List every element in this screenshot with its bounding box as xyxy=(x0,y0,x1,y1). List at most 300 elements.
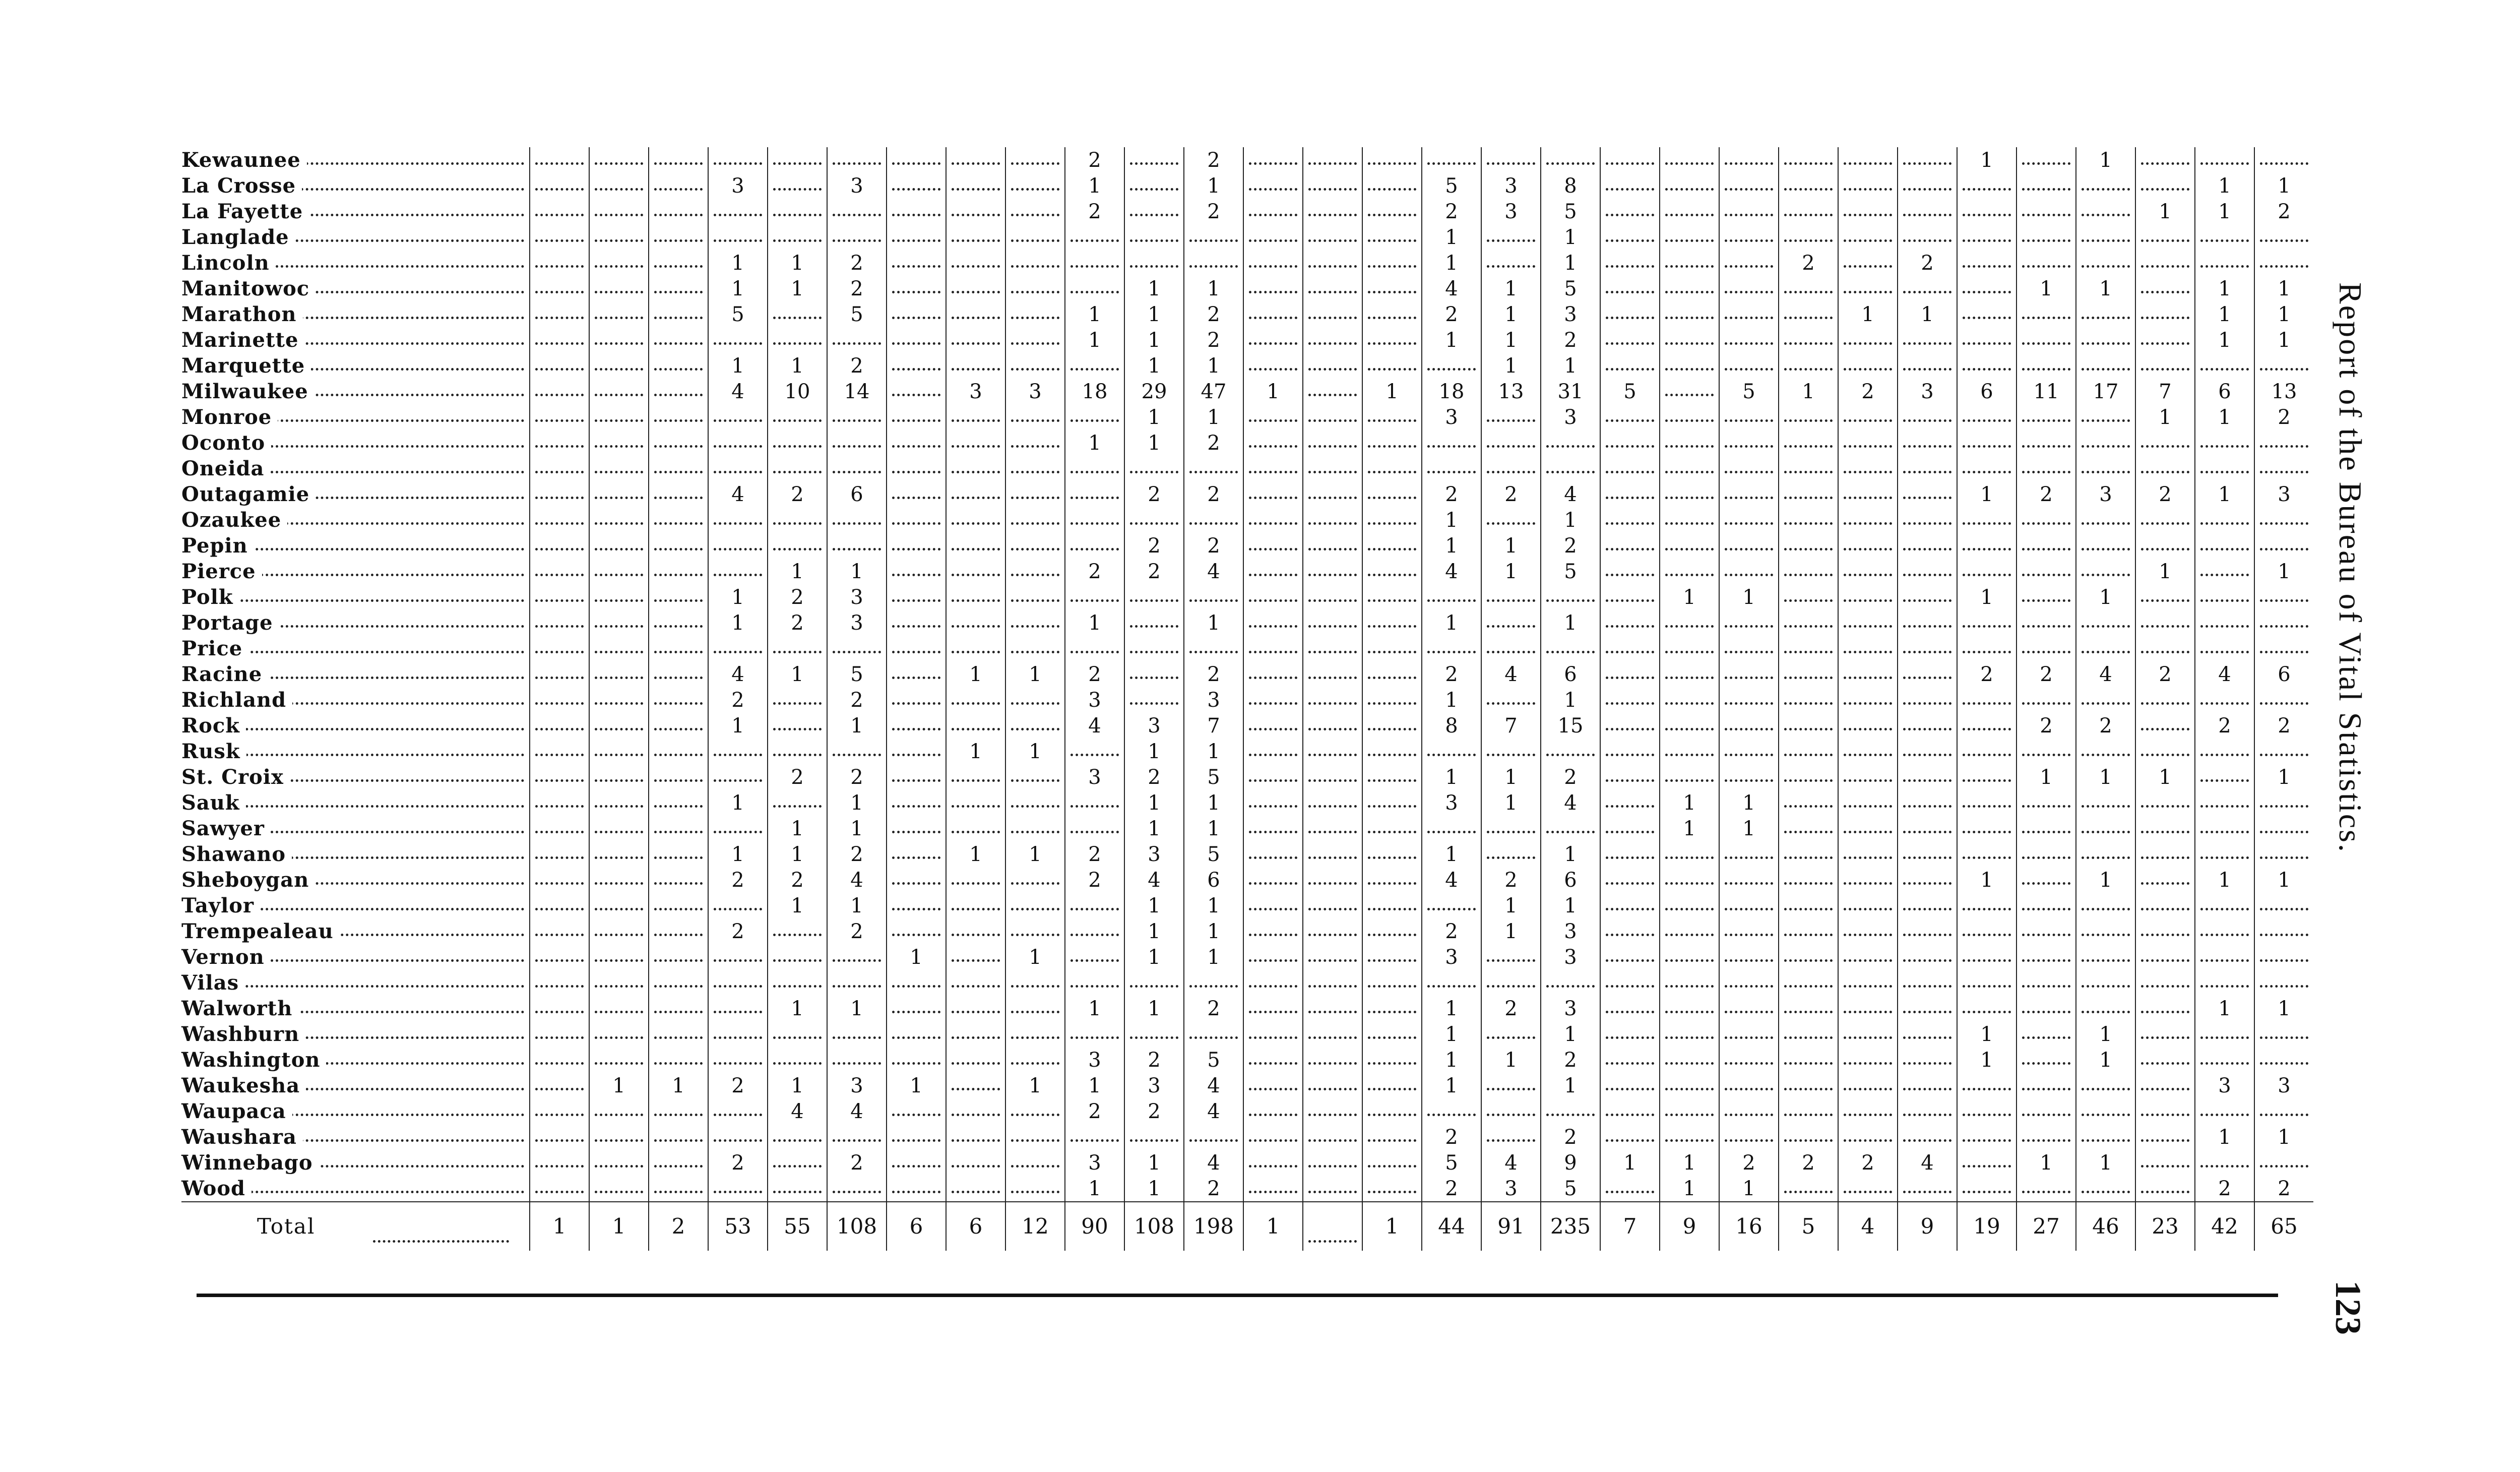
table-cell xyxy=(2195,559,2254,584)
county-name: La Crosse xyxy=(181,176,302,196)
table-cell xyxy=(1481,507,1541,533)
table-cell xyxy=(2135,301,2195,327)
table-cell: 4 xyxy=(708,661,768,687)
table-cell xyxy=(1243,867,1303,893)
table-cell xyxy=(887,893,946,918)
table-cell xyxy=(2254,687,2313,713)
table-cell: 1 xyxy=(1422,1021,1481,1047)
table-cell: 1 xyxy=(708,353,768,379)
table-cell: 108 xyxy=(827,1202,887,1251)
table-cell xyxy=(1362,1021,1422,1047)
county-name: Shawano xyxy=(181,844,292,865)
table-cell xyxy=(946,970,1005,996)
table-cell xyxy=(1719,610,1779,636)
table-cell xyxy=(2135,224,2195,250)
table-cell xyxy=(2017,507,2076,533)
table-cell xyxy=(1362,764,1422,790)
table-cell: 7 xyxy=(1184,713,1243,739)
table-cell xyxy=(1719,199,1779,224)
table-cell xyxy=(2017,1124,2076,1150)
table-cell xyxy=(589,533,649,559)
table-cell xyxy=(1719,996,1779,1021)
table-cell xyxy=(2195,841,2254,867)
table-cell xyxy=(1600,559,1660,584)
table-cell xyxy=(1600,636,1660,661)
table-cell: 2 xyxy=(1422,199,1481,224)
table-cell xyxy=(1719,841,1779,867)
county-name-cell xyxy=(181,533,530,559)
table-row xyxy=(181,661,2313,687)
table-cell xyxy=(1481,970,1541,996)
table-cell xyxy=(1362,1073,1422,1098)
table-cell: 1 xyxy=(1124,739,1184,764)
table-cell xyxy=(2076,739,2135,764)
table-cell: 5 xyxy=(827,661,887,687)
table-cell xyxy=(589,636,649,661)
table-cell xyxy=(887,867,946,893)
table-cell xyxy=(1362,713,1422,739)
table-cell: 1 xyxy=(1124,404,1184,430)
table-cell xyxy=(887,430,946,456)
table-cell xyxy=(649,301,708,327)
table-cell xyxy=(1779,224,1838,250)
table-cell xyxy=(649,250,708,276)
table-cell: 2 xyxy=(649,1202,708,1251)
table-cell xyxy=(1779,661,1838,687)
table-cell xyxy=(649,173,708,199)
table-cell xyxy=(2135,507,2195,533)
table-cell xyxy=(1957,1073,2017,1098)
table-cell xyxy=(589,1047,649,1073)
table-cell xyxy=(1303,250,1362,276)
table-cell xyxy=(530,893,589,918)
table-cell xyxy=(2135,970,2195,996)
table-cell xyxy=(649,790,708,816)
table-cell xyxy=(649,559,708,584)
table-cell xyxy=(1719,944,1779,970)
county-name-cell xyxy=(181,1021,530,1047)
table-cell xyxy=(1422,456,1481,481)
table-cell: 5 xyxy=(1541,276,1600,301)
table-cell xyxy=(1005,1150,1065,1176)
table-cell: 1 xyxy=(1481,1047,1541,1073)
table-cell xyxy=(2254,1150,2313,1176)
table-cell xyxy=(827,199,887,224)
table-cell xyxy=(2017,636,2076,661)
table-cell: 2 xyxy=(1481,996,1541,1021)
table-cell xyxy=(946,456,1005,481)
table-cell xyxy=(589,790,649,816)
table-cell xyxy=(887,687,946,713)
county-name-cell xyxy=(181,379,530,404)
table-cell xyxy=(1779,996,1838,1021)
table-cell: 1 xyxy=(1065,327,1124,353)
table-cell xyxy=(1660,893,1719,918)
table-cell xyxy=(2135,1047,2195,1073)
table-cell: 1 xyxy=(1184,353,1243,379)
table-cell xyxy=(1303,507,1362,533)
table-cell xyxy=(1600,918,1660,944)
table-cell xyxy=(1838,841,1898,867)
table-cell: 1 xyxy=(1422,327,1481,353)
table-cell xyxy=(1660,1021,1719,1047)
table-cell xyxy=(887,559,946,584)
table-cell xyxy=(1600,1176,1660,1202)
table-cell xyxy=(1243,173,1303,199)
table-cell: 1 xyxy=(589,1073,649,1098)
table-cell xyxy=(1660,533,1719,559)
table-cell xyxy=(1362,739,1422,764)
table-cell xyxy=(2076,970,2135,996)
table-cell: 2 xyxy=(1184,481,1243,507)
table-cell xyxy=(768,147,827,173)
county-name: Manitowoc xyxy=(181,279,316,299)
table-cell xyxy=(530,918,589,944)
table-cell xyxy=(1957,456,2017,481)
table-cell xyxy=(887,739,946,764)
table-cell: 5 xyxy=(1184,841,1243,867)
table-cell xyxy=(2195,1047,2254,1073)
table-cell xyxy=(708,533,768,559)
table-cell xyxy=(649,379,708,404)
table-cell xyxy=(1065,918,1124,944)
table-cell xyxy=(768,507,827,533)
table-cell xyxy=(1362,636,1422,661)
table-cell xyxy=(2076,996,2135,1021)
table-cell: 1 xyxy=(1422,533,1481,559)
table-cell xyxy=(1838,687,1898,713)
table-cell xyxy=(589,841,649,867)
table-cell xyxy=(1660,1073,1719,1098)
table-cell xyxy=(946,1176,1005,1202)
table-cell xyxy=(1660,199,1719,224)
table-cell xyxy=(1303,1176,1362,1202)
table-cell xyxy=(2076,1098,2135,1124)
table-cell xyxy=(1065,1021,1124,1047)
table-cell: 2 xyxy=(2254,199,2313,224)
table-cell xyxy=(2076,1073,2135,1098)
table-cell: 1 xyxy=(1541,1021,1600,1047)
table-cell xyxy=(1362,301,1422,327)
table-cell xyxy=(768,199,827,224)
table-cell xyxy=(1957,739,2017,764)
table-cell: 1 xyxy=(2254,327,2313,353)
table-cell xyxy=(530,944,589,970)
table-cell xyxy=(827,224,887,250)
table-cell xyxy=(2254,636,2313,661)
table-cell: 5 xyxy=(1184,764,1243,790)
table-cell xyxy=(827,970,887,996)
table-cell: 1 xyxy=(708,584,768,610)
table-cell xyxy=(2195,1150,2254,1176)
county-name-cell xyxy=(181,1124,530,1150)
table-cell: 16 xyxy=(1719,1202,1779,1251)
table-cell: 7 xyxy=(2135,379,2195,404)
table-cell: 3 xyxy=(1124,841,1184,867)
table-cell xyxy=(1243,841,1303,867)
table-cell xyxy=(1898,687,1957,713)
county-name-cell xyxy=(181,250,530,276)
table-cell xyxy=(589,1150,649,1176)
table-cell: 1 xyxy=(2076,147,2135,173)
table-cell xyxy=(946,404,1005,430)
table-cell: 2 xyxy=(708,867,768,893)
table-cell xyxy=(530,224,589,250)
table-cell xyxy=(2017,456,2076,481)
table-cell: 1 xyxy=(1422,764,1481,790)
table-cell xyxy=(2135,430,2195,456)
county-name: Outagamie xyxy=(181,484,316,505)
table-cell xyxy=(827,404,887,430)
table-cell: 2 xyxy=(2017,713,2076,739)
table-cell xyxy=(1898,867,1957,893)
table-cell xyxy=(2076,224,2135,250)
table-cell: 1 xyxy=(768,996,827,1021)
table-cell xyxy=(530,147,589,173)
table-cell xyxy=(887,327,946,353)
table-cell xyxy=(530,584,589,610)
table-cell xyxy=(887,610,946,636)
table-cell xyxy=(2076,841,2135,867)
table-cell xyxy=(2076,250,2135,276)
table-cell: 3 xyxy=(1541,944,1600,970)
table-cell xyxy=(530,1150,589,1176)
table-cell xyxy=(2195,353,2254,379)
table-cell xyxy=(1719,507,1779,533)
table-cell xyxy=(589,816,649,841)
table-cell xyxy=(2254,739,2313,764)
table-cell xyxy=(2195,610,2254,636)
table-cell: 5 xyxy=(708,301,768,327)
table-cell xyxy=(1838,224,1898,250)
county-name: Winnebago xyxy=(181,1153,319,1173)
table-cell xyxy=(768,636,827,661)
table-cell xyxy=(2254,430,2313,456)
table-cell xyxy=(2254,224,2313,250)
table-cell: 1 xyxy=(1481,276,1541,301)
table-cell: 14 xyxy=(827,379,887,404)
county-name-cell xyxy=(181,687,530,713)
table-cell: 2 xyxy=(768,764,827,790)
table-row xyxy=(181,353,2313,379)
table-cell xyxy=(1719,867,1779,893)
table-cell xyxy=(1541,970,1600,996)
table-cell xyxy=(2076,610,2135,636)
table-cell xyxy=(2135,918,2195,944)
table-cell: 6 xyxy=(1957,379,2017,404)
table-cell xyxy=(1779,430,1838,456)
table-cell: 1 xyxy=(1541,893,1600,918)
table-cell xyxy=(1184,224,1243,250)
table-cell: 2 xyxy=(2017,661,2076,687)
table-cell: 1 xyxy=(1957,867,2017,893)
table-cell xyxy=(1898,918,1957,944)
table-cell xyxy=(1660,970,1719,996)
table-cell: 1 xyxy=(1184,893,1243,918)
table-cell xyxy=(1779,918,1838,944)
table-cell: 1 xyxy=(1422,687,1481,713)
table-cell: 1 xyxy=(1184,918,1243,944)
table-cell: 13 xyxy=(1481,379,1541,404)
table-cell: 3 xyxy=(2195,1073,2254,1098)
county-name: Richland xyxy=(181,690,292,710)
table-cell xyxy=(1243,404,1303,430)
table-cell xyxy=(2135,687,2195,713)
table-cell xyxy=(1243,327,1303,353)
table-cell xyxy=(649,456,708,481)
table-cell: 9 xyxy=(1898,1202,1957,1251)
table-cell xyxy=(1660,661,1719,687)
table-cell: 2 xyxy=(2017,481,2076,507)
table-cell xyxy=(2135,173,2195,199)
table-cell xyxy=(1600,173,1660,199)
table-cell xyxy=(2017,944,2076,970)
table-cell xyxy=(1957,996,2017,1021)
table-cell: 1 xyxy=(1124,790,1184,816)
table-cell xyxy=(1362,1047,1422,1073)
table-cell: 1 xyxy=(1422,1073,1481,1098)
table-cell: 3 xyxy=(827,173,887,199)
table-cell xyxy=(1660,481,1719,507)
table-cell xyxy=(1541,456,1600,481)
table-cell xyxy=(1838,996,1898,1021)
table-cell: 2 xyxy=(827,250,887,276)
table-cell: 2 xyxy=(1124,1098,1184,1124)
table-cell: 2 xyxy=(1422,1176,1481,1202)
table-cell xyxy=(1065,507,1124,533)
table-cell: 29 xyxy=(1124,379,1184,404)
table-cell: 1 xyxy=(2076,276,2135,301)
county-name: Oneida xyxy=(181,459,270,479)
table-cell xyxy=(1303,173,1362,199)
table-cell: 1 xyxy=(1005,739,1065,764)
table-cell xyxy=(1124,970,1184,996)
running-header: Report of the Bureau of Vital Statistics. xyxy=(2333,282,2368,853)
table-cell xyxy=(1838,739,1898,764)
table-row xyxy=(181,301,2313,327)
table-cell xyxy=(1957,199,2017,224)
table-cell xyxy=(2195,970,2254,996)
table-cell xyxy=(708,327,768,353)
table-cell xyxy=(1719,250,1779,276)
table-cell xyxy=(649,944,708,970)
table-cell xyxy=(1660,507,1719,533)
total-label-cell xyxy=(181,1202,530,1251)
table-cell xyxy=(1898,481,1957,507)
table-cell: 4 xyxy=(827,1098,887,1124)
table-cell xyxy=(887,764,946,790)
table-cell: 6 xyxy=(2195,379,2254,404)
table-cell: 1 xyxy=(1184,173,1243,199)
total-row xyxy=(181,1202,2313,1251)
county-name-cell xyxy=(181,584,530,610)
table-cell: 1 xyxy=(1422,224,1481,250)
table-cell xyxy=(1005,610,1065,636)
table-cell xyxy=(2254,790,2313,816)
table-cell xyxy=(827,1124,887,1150)
table-cell xyxy=(1303,867,1362,893)
table-cell xyxy=(1243,1047,1303,1073)
table-cell xyxy=(708,404,768,430)
table-cell xyxy=(1779,790,1838,816)
table-cell: 1 xyxy=(1005,661,1065,687)
table-cell xyxy=(708,224,768,250)
table-cell xyxy=(768,713,827,739)
table-cell: 3 xyxy=(827,610,887,636)
table-cell xyxy=(2135,841,2195,867)
table-cell xyxy=(2135,276,2195,301)
table-cell xyxy=(1660,147,1719,173)
table-row xyxy=(181,507,2313,533)
table-cell xyxy=(1779,199,1838,224)
table-cell xyxy=(1005,918,1065,944)
table-cell xyxy=(768,430,827,456)
table-cell xyxy=(1243,610,1303,636)
table-cell xyxy=(1719,327,1779,353)
table-cell xyxy=(1898,1098,1957,1124)
table-cell xyxy=(1898,661,1957,687)
table-cell: 3 xyxy=(1065,1150,1124,1176)
table-cell: 1 xyxy=(1541,841,1600,867)
table-cell: 3 xyxy=(827,1073,887,1098)
table-cell xyxy=(1898,996,1957,1021)
table-cell xyxy=(649,1176,708,1202)
table-cell: 1 xyxy=(1660,1150,1719,1176)
table-cell xyxy=(1600,970,1660,996)
county-name: Washington xyxy=(181,1050,326,1070)
table-cell xyxy=(649,327,708,353)
table-cell xyxy=(768,1150,827,1176)
table-cell xyxy=(1838,456,1898,481)
table-cell xyxy=(530,199,589,224)
table-cell xyxy=(2135,739,2195,764)
table-cell xyxy=(946,559,1005,584)
table-cell: 1 xyxy=(1422,996,1481,1021)
table-cell xyxy=(1660,379,1719,404)
table-cell xyxy=(1243,147,1303,173)
table-cell xyxy=(1065,893,1124,918)
table-cell xyxy=(1600,327,1660,353)
table-cell xyxy=(530,713,589,739)
table-cell xyxy=(1779,481,1838,507)
table-cell xyxy=(708,507,768,533)
table-cell xyxy=(1838,790,1898,816)
county-name-cell xyxy=(181,918,530,944)
table-cell xyxy=(1779,610,1838,636)
table-cell xyxy=(1124,584,1184,610)
table-cell: 1 xyxy=(827,559,887,584)
table-row xyxy=(181,944,2313,970)
table-cell: 2 xyxy=(2195,713,2254,739)
table-cell xyxy=(1303,1073,1362,1098)
table-cell xyxy=(2076,816,2135,841)
county-name-cell xyxy=(181,790,530,816)
table-cell xyxy=(1005,533,1065,559)
table-cell xyxy=(1005,199,1065,224)
table-cell: 1 xyxy=(1005,1073,1065,1098)
table-cell xyxy=(946,610,1005,636)
table-cell xyxy=(2135,1073,2195,1098)
table-cell xyxy=(2076,1176,2135,1202)
table-cell: 31 xyxy=(1541,379,1600,404)
table-cell xyxy=(887,199,946,224)
table-cell: 2 xyxy=(708,918,768,944)
table-cell xyxy=(1779,1073,1838,1098)
table-cell xyxy=(2076,636,2135,661)
table-cell xyxy=(1362,404,1422,430)
table-cell: 1 xyxy=(1184,816,1243,841)
table-cell xyxy=(530,687,589,713)
